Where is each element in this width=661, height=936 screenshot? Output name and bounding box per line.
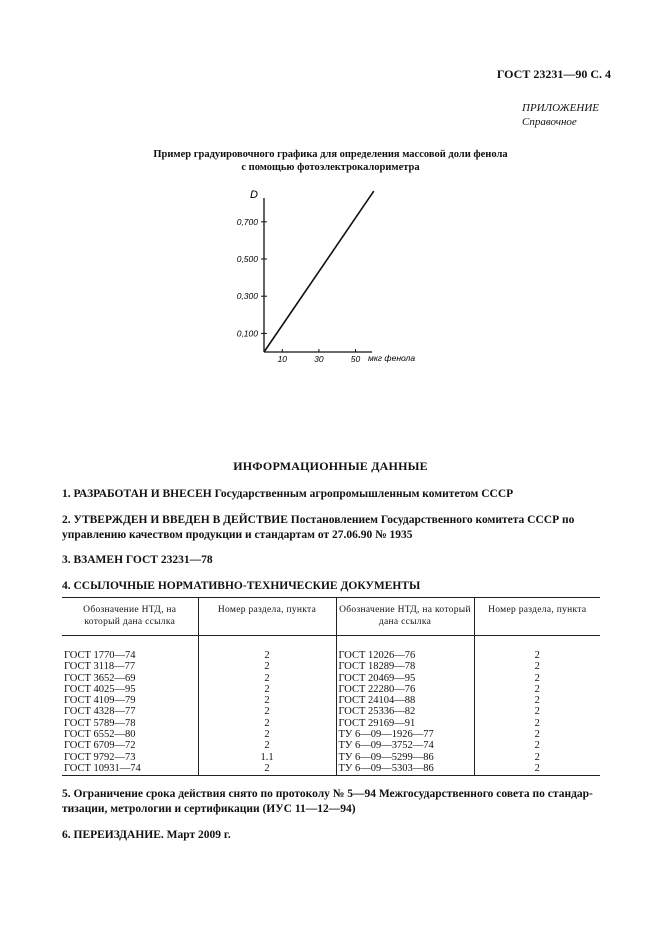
table-row	[62, 752, 600, 763]
cell-section: 2	[474, 740, 600, 751]
cell-ntd: ГОСТ 4109—79	[64, 695, 136, 707]
cell-ntd: ГОСТ 25336—82	[336, 706, 474, 717]
x-ticks	[278, 349, 361, 364]
cell-ntd: ГОСТ 1770—74	[64, 650, 136, 661]
info-item-4: 4. ССЫЛОЧНЫЕ НОРМАТИВНО-ТЕХНИЧЕСКИЕ ДОКУМЕНТЫ	[62, 580, 421, 592]
cell-ntd: ГОСТ 20469—95	[336, 673, 474, 684]
header-ntd-2: Обозначение НТД, на который дана ссылка	[336, 598, 474, 636]
cell-section: 2	[474, 661, 600, 672]
x-tick-label: 10	[277, 354, 288, 364]
cell-section: 2	[474, 684, 600, 695]
cell-ntd: ГОСТ 10931—74	[62, 763, 198, 776]
cell-section: 2	[474, 673, 600, 684]
info-item-5-line1: 5. Ограничение срока действия снято по протоколу № 5—94 Межгосударственного совета по стандар-	[62, 788, 593, 800]
cell-ntd: ГОСТ 4025—95	[64, 683, 136, 695]
cell-ntd: ТУ 6—09—1926—77	[336, 729, 474, 740]
calibration-line	[264, 191, 374, 352]
y-tick-label: 0,300	[236, 291, 258, 302]
cell-section: 2	[198, 763, 336, 776]
info-item-5	[62, 787, 610, 817]
cell-ntd: ТУ 6—09—3752—74	[336, 740, 474, 751]
table-row	[62, 763, 600, 776]
cell-section: 2	[198, 729, 336, 740]
info-heading: ИНФОРМАЦИОННЫЕ ДАННЫЕ	[233, 459, 428, 473]
cell-ntd: ГОСТ 3118—77	[64, 661, 136, 673]
calibration-chart	[0, 0, 661, 400]
x-axis-label: мкг фенола	[368, 353, 416, 363]
chart-caption-line1: Пример градуировочного графика для определения массовой доли фенола	[153, 149, 508, 160]
x-tick-label: 50	[350, 354, 361, 364]
chart-caption-line2: с помощью фотоэлектрокалориметра	[241, 162, 420, 173]
cell-section: 2	[198, 706, 336, 717]
info-item-2-line2: управлению качеством продукции и стандартам от 27.06.90 № 1935	[62, 529, 413, 541]
header-ntd-1: Обозначение НТД, на который дана ссылка	[62, 598, 198, 636]
appendix-title: ПРИЛОЖЕНИЕ	[522, 102, 599, 114]
cell-section: 2	[474, 752, 600, 763]
y-axis-label: D	[250, 189, 258, 201]
table-row	[62, 695, 600, 706]
y-tick-label: 0,100	[236, 328, 258, 339]
cell-section: 2	[474, 729, 600, 740]
page-header: ГОСТ 23231—90 С. 4	[496, 67, 611, 81]
cell-section: 2	[198, 695, 336, 706]
cell-ntd: ГОСТ 3652—69	[64, 672, 136, 684]
reference-table	[62, 597, 600, 776]
table-row	[62, 650, 600, 661]
info-item-3: 3. ВЗАМЕН ГОСТ 23231—78	[62, 554, 213, 566]
cell-section: 2	[474, 718, 600, 729]
cell-section: 2	[198, 673, 336, 684]
table-row	[62, 706, 600, 717]
info-item-1: 1. РАЗРАБОТАН И ВНЕСЕН Государственным агропромышленным комитетом СССР	[62, 488, 514, 500]
cell-section: 2	[474, 763, 600, 776]
table-row	[62, 684, 600, 695]
cell-section: 2	[474, 706, 600, 717]
info-item-2-line1: 2. УТВЕРЖДЕН И ВВЕДЕН В ДЕЙСТВИЕ Постановлением Государственного комитета СССР по	[62, 514, 575, 526]
cell-section: 2	[198, 718, 336, 729]
cell-ntd: ГОСТ 22280—76	[336, 684, 474, 695]
cell-section: 2	[474, 650, 600, 661]
cell-ntd: ГОСТ 4328—77	[64, 706, 136, 718]
table-spacer-row	[62, 636, 600, 651]
cell-section: 2	[198, 650, 336, 661]
table-row	[62, 661, 600, 672]
cell-section: 1.1	[198, 752, 336, 763]
cell-ntd: ГОСТ 18289—78	[336, 661, 474, 672]
cell-ntd: ГОСТ 12026—76	[336, 650, 474, 661]
x-tick-label: 30	[314, 354, 324, 364]
table-row	[62, 740, 600, 751]
cell-ntd: ТУ 6—09—5303—86	[336, 763, 474, 776]
series-group	[264, 191, 374, 352]
cell-ntd: ГОСТ 5789—78	[64, 717, 136, 729]
cell-ntd: ТУ 6—09—5299—86	[336, 752, 474, 763]
info-item-6: 6. ПЕРЕИЗДАНИЕ. Март 2009 г.	[62, 829, 231, 841]
cell-ntd: ГОСТ 6709—72	[64, 740, 136, 752]
info-item-5-line2: тизации, метрологии и сертификации (ИУС 11—12—94)	[62, 803, 356, 815]
cell-ntd: ГОСТ 6552—80	[64, 729, 136, 741]
y-tick-label: 0,700	[236, 216, 258, 227]
header-section-1: Номер раздела, пункта	[198, 598, 336, 636]
cell-section: 2	[474, 695, 600, 706]
cell-ntd: ГОСТ 24104—88	[336, 695, 474, 706]
table-body	[62, 636, 600, 776]
cell-section: 2	[198, 740, 336, 751]
appendix-subtitle: Справочное	[522, 116, 577, 128]
y-tick-label: 0,500	[236, 254, 258, 264]
table-row	[62, 729, 600, 740]
cell-ntd: ГОСТ 9792—73	[64, 751, 136, 763]
cell-ntd: ГОСТ 29169—91	[336, 718, 474, 729]
cell-section: 2	[198, 684, 336, 695]
y-ticks	[237, 217, 267, 339]
header-section-2: Номер раздела, пункта	[474, 598, 600, 636]
cell-section: 2	[198, 661, 336, 672]
info-item-2	[62, 513, 610, 543]
table-row	[62, 673, 600, 684]
table-header-row	[62, 598, 600, 636]
table-row	[62, 718, 600, 729]
